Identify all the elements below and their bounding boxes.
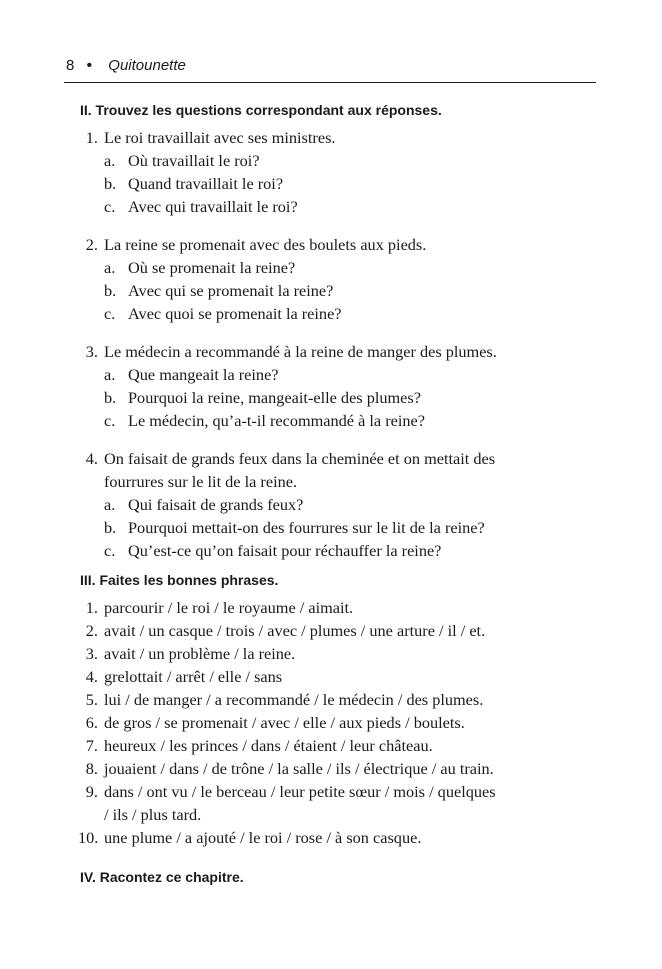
answer-text: Avec qui travaillait le roi?: [128, 197, 298, 216]
phrase-number: 7.: [85, 736, 98, 755]
phrase-text-continued: / ils / plus tard.: [104, 805, 202, 824]
answer-letter: a.: [104, 151, 116, 170]
section-2-heading: II. Trouvez les questions correspondant aux réponses.: [80, 102, 442, 118]
phrase-text: jouaient / dans / de trône / la salle / ils / électrique / au train.: [104, 759, 494, 778]
phrase-item: [78, 734, 608, 757]
question-text: On faisait de grands feux dans la cheminée et on mettait des: [104, 449, 496, 468]
answer-letter: c.: [104, 411, 116, 430]
question-text: Le roi travaillait avec ses ministres.: [104, 128, 336, 147]
question-number: 2.: [85, 235, 98, 254]
book-title: Quitounette: [108, 57, 186, 74]
exercise-question: [78, 233, 608, 325]
phrase-number: 5.: [85, 690, 98, 709]
phrase-text: grelottait / arrêt / elle / sans: [104, 667, 283, 686]
exercise-question: [78, 126, 608, 218]
header-divider: [64, 82, 596, 83]
question-text-continued: fourrures sur le lit de la reine.: [104, 472, 298, 491]
answer-letter: c.: [104, 197, 116, 216]
phrase-number: 6.: [85, 713, 98, 732]
answer-text: Avec qui se promenait la reine?: [128, 281, 334, 300]
phrase-item: [78, 826, 608, 849]
page-content: [78, 100, 608, 893]
answer-text: Pourquoi mettait-on des fourrures sur le lit de la reine?: [128, 518, 485, 537]
section-3-heading: III. Faites les bonnes phrases.: [80, 572, 279, 588]
answer-text: Que mangeait la reine?: [128, 365, 279, 384]
answer-text: Quand travaillait le roi?: [128, 174, 284, 193]
question-number: 3.: [85, 342, 98, 361]
question-text: Le médecin a recommandé à la reine de manger des plumes.: [104, 342, 497, 361]
phrase-text: lui / de manger / a recommandé / le médecin / des plumes.: [104, 690, 484, 709]
phrase-item: [78, 619, 608, 642]
answer-letter: a.: [104, 258, 116, 277]
phrase-text: avait / un casque / trois / avec / plumes / une arture / il / et.: [104, 621, 486, 640]
phrase-number: 4.: [85, 667, 98, 686]
exercise-question: [78, 340, 608, 432]
phrase-number: 8.: [85, 759, 98, 778]
answer-text: Le médecin, qu’a-t-il recommandé à la reine?: [128, 411, 425, 430]
answer-letter: b.: [104, 518, 117, 537]
phrase-item: [78, 596, 608, 619]
phrase-item: [78, 642, 608, 665]
exercise-question: [78, 447, 608, 562]
answer-text: Qui faisait de grands feux?: [128, 495, 304, 514]
phrase-text: heureux / les princes / dans / étaient / leur château.: [104, 736, 433, 755]
answer-text: Où travaillait le roi?: [128, 151, 260, 170]
answer-letter: b.: [104, 281, 117, 300]
phrase-number: 1.: [85, 598, 98, 617]
phrase-item: [78, 780, 608, 803]
phrase-item: [78, 665, 608, 688]
header-bullet: •: [86, 57, 93, 74]
phrase-number: 10.: [78, 828, 99, 847]
phrase-item: [78, 711, 608, 734]
answer-letter: a.: [104, 365, 116, 384]
answer-letter: c.: [104, 304, 116, 323]
answer-letter: b.: [104, 174, 117, 193]
phrase-text: parcourir / le roi / le royaume / aimait.: [104, 598, 354, 617]
section-4-heading: IV. Racontez ce chapitre.: [80, 869, 244, 885]
phrase-number: 3.: [85, 644, 98, 663]
page-number: 8: [66, 57, 75, 74]
phrase-number: 9.: [85, 782, 98, 801]
answer-text: Où se promenait la reine?: [128, 258, 296, 277]
answer-letter: a.: [104, 495, 116, 514]
phrase-item: [78, 757, 608, 780]
phrase-text: dans / ont vu / le berceau / leur petite sœur / mois / quelques: [104, 782, 496, 801]
phrase-text: avait / un problème / la reine.: [104, 644, 296, 663]
answer-letter: b.: [104, 388, 117, 407]
question-number: 1.: [85, 128, 98, 147]
phrase-number: 2.: [85, 621, 98, 640]
phrase-list: [78, 596, 608, 849]
running-header: [66, 56, 186, 76]
answer-text: Qu’est-ce qu’on faisait pour réchauffer la reine?: [128, 541, 442, 560]
phrase-text: une plume / a ajouté / le roi / rose / à son casque.: [104, 828, 422, 847]
phrase-item: [78, 688, 608, 711]
phrase-text: de gros / se promenait / avec / elle / aux pieds / boulets.: [104, 713, 465, 732]
question-number: 4.: [85, 449, 98, 468]
answer-letter: c.: [104, 541, 116, 560]
answer-text: Avec quoi se promenait la reine?: [128, 304, 342, 323]
question-text: La reine se promenait avec des boulets aux pieds.: [104, 235, 427, 254]
answer-text: Pourquoi la reine, mangeait-elle des plumes?: [128, 388, 421, 407]
